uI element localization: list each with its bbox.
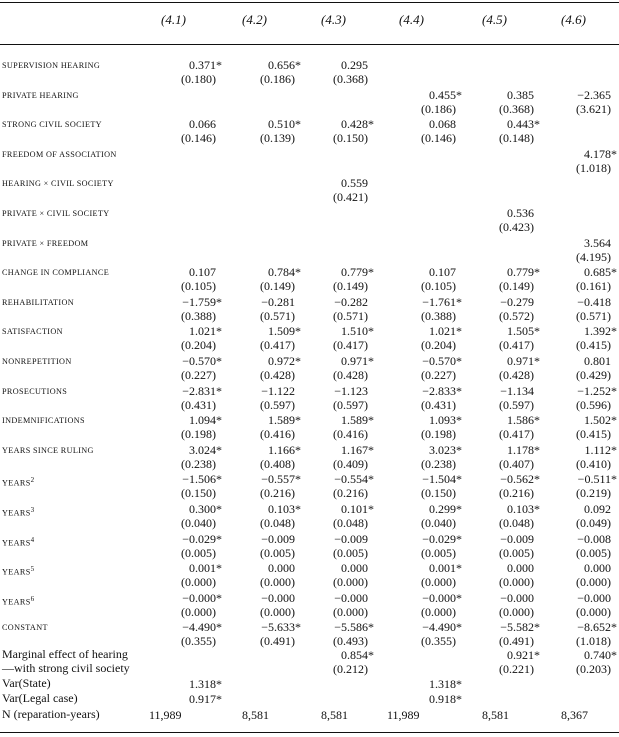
std-error-cell: (0.150) [333, 131, 368, 146]
var-legal-case-cell: 0.917* [189, 692, 222, 706]
row-label-exponent: 5 [30, 565, 35, 574]
std-error-cell: (0.417) [333, 338, 368, 353]
n-observations-cell: 8,367 [561, 708, 588, 722]
std-error-cell: (0.428) [499, 368, 534, 382]
n-observations-cell: 11,989 [387, 708, 420, 722]
coefficient-cell: −0.279 [500, 294, 534, 309]
std-error-cell: (0.204) [181, 338, 216, 353]
std-error-cell: (0.407) [499, 456, 534, 471]
std-error-cell: (3.621) [576, 101, 611, 116]
coefficient-cell: 0.092 [584, 502, 611, 516]
row-label-text: YEARS [2, 479, 31, 489]
coefficient-cell: −0.008 [577, 531, 611, 546]
std-error-cell: (0.000) [576, 575, 611, 590]
std-error-cell: (0.416) [333, 427, 368, 442]
coefficient-cell: 1.505* [507, 324, 540, 339]
header-rule [0, 44, 619, 45]
std-error-cell: (0.493) [333, 634, 368, 649]
std-error-cell: (0.368) [499, 101, 534, 116]
row-label-text: PROSECUTIONS [2, 386, 68, 396]
row-label-text: PRIVATE × CIVIL SOCIETY [2, 209, 110, 218]
row-label-text: STRONG CIVIL SOCIETY [2, 120, 102, 130]
std-error-cell: (0.571) [333, 308, 368, 323]
std-error-cell: (0.198) [181, 427, 216, 442]
row-label [2, 298, 74, 308]
std-error-cell: (0.417) [260, 338, 295, 353]
std-error-cell: (0.388) [181, 308, 216, 323]
std-error-cell: (0.491) [260, 634, 295, 649]
std-error-cell: (0.005) [576, 545, 611, 560]
coefficient-cell: −2.833* [422, 383, 462, 398]
var-legal-case-cell: 0.918* [429, 692, 462, 706]
marginal-std-error-cell: (0.203) [576, 662, 611, 676]
coefficient-cell: −0.281 [261, 294, 295, 309]
std-error-cell: (0.429) [576, 368, 611, 382]
coefficient-cell: −1.761* [422, 294, 462, 309]
coefficient-cell: 1.589* [341, 413, 374, 428]
row-label [2, 179, 114, 189]
coefficient-cell: −0.000* [422, 590, 462, 605]
row-label-text: INDEMNIFICATIONS [2, 416, 85, 426]
coefficient-cell: −4.490* [422, 620, 462, 635]
coefficient-cell: 0.972* [268, 354, 301, 368]
marginal-label-line2: —with strong civil society [2, 661, 130, 675]
row-label-text: YEARS [2, 567, 31, 577]
coefficient-cell: −0.000 [577, 590, 611, 605]
coefficient-cell: 0.000 [341, 561, 368, 576]
std-error-cell: (0.105) [421, 279, 456, 294]
marginal-coefficient-cell: 0.921* [507, 648, 540, 662]
coefficient-cell: −0.000* [182, 590, 222, 605]
coefficient-cell: 0.000 [507, 561, 534, 576]
coefficient-cell: −2.365 [577, 87, 611, 102]
std-error-cell: (0.204) [421, 338, 456, 353]
coefficient-cell: −0.000 [334, 590, 368, 605]
coefficient-cell: −0.282 [334, 294, 368, 309]
std-error-cell: (0.005) [333, 545, 368, 560]
std-error-cell: (0.428) [260, 368, 295, 382]
coefficient-cell: −0.557* [261, 472, 301, 487]
coefficient-cell: 0.101* [341, 502, 374, 516]
std-error-cell: (0.597) [333, 397, 368, 412]
row-label [2, 475, 34, 489]
coefficient-cell: 1.021* [189, 324, 222, 339]
coefficient-cell: 1.094* [189, 413, 222, 428]
marginal-coefficient-cell: 0.854* [341, 648, 374, 662]
row-label [2, 150, 117, 160]
std-error-cell: (0.431) [181, 397, 216, 412]
coefficient-cell: 1.509* [268, 324, 301, 339]
coefficient-cell: −0.000 [261, 590, 295, 605]
row-label [2, 623, 48, 633]
coefficient-cell: −5.633* [261, 620, 301, 635]
std-error-cell: (0.421) [333, 190, 368, 205]
var-legal-case-label: Var(Legal case) [2, 691, 78, 705]
std-error-cell: (0.227) [181, 368, 216, 382]
coefficient-cell: 0.300* [189, 502, 222, 516]
coefficient-cell: 0.971* [507, 354, 540, 368]
std-error-cell: (0.216) [333, 486, 368, 501]
std-error-cell: (1.018) [576, 634, 611, 649]
var-state-cell: 1.318* [189, 677, 222, 691]
coefficient-cell: −0.554* [334, 472, 374, 487]
coefficient-cell: 0.971* [341, 354, 374, 368]
coefficient-cell: 0.107 [429, 265, 456, 280]
std-error-cell: (0.416) [260, 427, 295, 442]
coefficient-cell: 0.371* [189, 58, 222, 72]
row-label-text: YEARS [2, 538, 31, 548]
coefficient-cell: 1.586* [507, 413, 540, 428]
std-error-cell: (0.005) [499, 545, 534, 560]
coefficient-cell: 1.589* [268, 413, 301, 428]
coefficient-cell: 0.103* [507, 502, 540, 516]
coefficient-cell: 0.103* [268, 502, 301, 516]
std-error-cell: (0.571) [576, 308, 611, 323]
row-label [2, 535, 34, 549]
std-error-cell: (0.149) [333, 279, 368, 294]
row-label-exponent: 4 [30, 535, 35, 544]
row-label-exponent: 2 [30, 476, 35, 485]
coefficient-cell: −0.000 [500, 590, 534, 605]
coefficient-cell: 1.112* [584, 442, 617, 457]
std-error-cell: (1.018) [576, 160, 611, 175]
std-error-cell: (0.146) [421, 131, 456, 146]
std-error-cell: (0.596) [576, 397, 611, 412]
coefficient-cell: −0.009 [334, 531, 368, 546]
marginal-label-line1: Marginal effect of hearing [2, 647, 128, 661]
std-error-cell: (0.417) [499, 338, 534, 353]
row-label-text: YEARS [2, 508, 31, 518]
coefficient-cell: 0.295 [341, 58, 368, 72]
row-label [2, 416, 85, 426]
coefficient-cell: 0.428* [341, 117, 374, 132]
std-error-cell: (0.198) [421, 427, 456, 442]
coefficient-cell: −5.586* [334, 620, 374, 635]
coefficient-cell: −1.504* [422, 472, 462, 487]
row-label-text: SUPERVISION HEARING [2, 61, 101, 70]
std-error-cell: (0.423) [499, 220, 534, 234]
std-error-cell: (0.149) [260, 279, 295, 294]
marginal-std-error-cell: (0.212) [333, 662, 368, 676]
row-label-exponent: 6 [30, 594, 35, 603]
coefficient-cell: 1.166* [268, 442, 301, 457]
row-label [2, 239, 88, 249]
row-label [2, 327, 63, 337]
std-error-cell: (0.000) [333, 604, 368, 619]
column-header: (4.4) [399, 12, 424, 27]
coefficient-cell: −0.029* [422, 531, 462, 546]
column-header: (4.1) [161, 12, 186, 27]
std-error-cell: (0.048) [260, 516, 295, 530]
coefficient-cell: −0.562* [500, 472, 540, 487]
std-error-cell: (0.572) [499, 308, 534, 323]
coefficient-cell: −0.511* [577, 472, 617, 487]
coefficient-cell: 4.178* [584, 146, 617, 161]
coefficient-cell: 0.001* [189, 561, 222, 576]
row-label-text: CONSTANT [2, 623, 48, 633]
coefficient-cell: 1.502* [584, 413, 617, 428]
row-label-text: SATISFACTION [2, 327, 63, 337]
row-label [2, 91, 79, 101]
std-error-cell: (0.105) [181, 279, 216, 294]
coefficient-cell: 1.021* [429, 324, 462, 339]
coefficient-cell: −1.759* [182, 294, 222, 309]
var-state-cell: 1.318* [429, 677, 462, 691]
coefficient-cell: −0.009 [500, 531, 534, 546]
row-label-text: YEARS SINCE RULING [2, 445, 94, 455]
std-error-cell: (0.000) [260, 604, 295, 619]
std-error-cell: (0.149) [499, 279, 534, 294]
coefficient-cell: 0.510* [268, 117, 301, 132]
coefficient-cell: 1.392* [584, 324, 617, 339]
std-error-cell: (0.139) [260, 131, 295, 146]
std-error-cell: (0.146) [181, 131, 216, 146]
coefficient-cell: −4.490* [182, 620, 222, 635]
std-error-cell: (0.410) [576, 456, 611, 471]
std-error-cell: (0.216) [499, 486, 534, 501]
row-label [2, 209, 110, 219]
coefficient-cell: 0.107 [189, 265, 216, 280]
std-error-cell: (4.195) [576, 249, 611, 264]
coefficient-cell: −0.009 [261, 531, 295, 546]
std-error-cell: (0.227) [421, 368, 456, 382]
std-error-cell: (0.040) [181, 516, 216, 530]
marginal-std-error-cell: (0.221) [499, 662, 534, 676]
std-error-cell: (0.186) [260, 72, 295, 86]
coefficient-cell: 1.093* [429, 413, 462, 428]
n-observations-cell: 8,581 [242, 708, 269, 722]
std-error-cell: (0.368) [333, 72, 368, 86]
std-error-cell: (0.597) [499, 397, 534, 412]
std-error-cell: (0.238) [421, 456, 456, 471]
std-error-cell: (0.040) [421, 516, 456, 530]
coefficient-cell: 0.000 [584, 561, 611, 576]
std-error-cell: (0.000) [421, 575, 456, 590]
std-error-cell: (0.000) [499, 575, 534, 590]
coefficient-cell: 0.685* [584, 265, 617, 280]
std-error-cell: (0.409) [333, 456, 368, 471]
std-error-cell: (0.597) [260, 397, 295, 412]
coefficient-cell: −8.652* [577, 620, 617, 635]
std-error-cell: (0.388) [421, 308, 456, 323]
std-error-cell: (0.417) [499, 427, 534, 442]
std-error-cell: (0.150) [421, 486, 456, 501]
row-label-text: CHANGE IN COMPLIANCE [2, 268, 110, 278]
coefficient-cell: 0.455* [429, 87, 462, 102]
coefficient-cell: 0.559 [341, 176, 368, 191]
std-error-cell: (0.355) [421, 634, 456, 649]
std-error-cell: (0.000) [576, 604, 611, 619]
coefficient-cell: 0.784* [268, 265, 301, 280]
coefficient-cell: 0.779* [341, 265, 374, 280]
std-error-cell: (0.000) [260, 575, 295, 590]
std-error-cell: (0.000) [181, 575, 216, 590]
coefficient-cell: 1.167* [341, 442, 374, 457]
coefficient-cell: 0.066 [189, 117, 216, 132]
coefficient-cell: −0.029* [182, 531, 222, 546]
coefficient-cell: −1.134 [500, 383, 534, 398]
std-error-cell: (0.000) [421, 604, 456, 619]
row-label [2, 357, 72, 367]
std-error-cell: (0.150) [181, 486, 216, 501]
std-error-cell: (0.415) [576, 427, 611, 442]
coefficient-cell: 0.801 [584, 354, 611, 368]
row-label-text: HEARING × CIVIL SOCIETY [2, 179, 114, 189]
coefficient-cell: 0.385 [507, 87, 534, 102]
coefficient-cell: 3.564 [584, 235, 611, 250]
n-observations-cell: 8,581 [321, 708, 348, 722]
var-state-label: Var(State) [2, 676, 51, 690]
coefficient-cell: −2.831* [182, 383, 222, 398]
std-error-cell: (0.000) [333, 575, 368, 590]
coefficient-cell: 3.024* [189, 442, 222, 457]
std-error-cell: (0.148) [499, 131, 534, 146]
coefficient-cell: −0.418 [577, 294, 611, 309]
row-label-text: NONREPETITION [2, 357, 72, 366]
std-error-cell: (0.048) [333, 516, 368, 530]
std-error-cell: (0.571) [260, 308, 295, 323]
coefficient-cell: −5.582* [500, 620, 540, 635]
coefficient-cell: 0.779* [507, 265, 540, 280]
row-label-exponent: 3 [30, 506, 35, 514]
coefficient-cell: 0.656* [268, 58, 301, 72]
row-label [2, 268, 109, 278]
row-label-text: YEARS [2, 597, 31, 607]
coefficient-cell: −0.570* [422, 354, 462, 368]
marginal-coefficient-cell: 0.740* [584, 648, 617, 662]
column-header: (4.2) [242, 12, 267, 27]
coefficient-cell: 0.000 [268, 561, 295, 576]
bottom-rule [0, 732, 619, 733]
std-error-cell: (0.048) [499, 516, 534, 530]
std-error-cell: (0.491) [499, 634, 534, 649]
std-error-cell: (0.216) [260, 486, 295, 501]
n-observations-label: N (reparation-years) [2, 707, 100, 721]
std-error-cell: (0.000) [499, 604, 534, 619]
std-error-cell: (0.428) [333, 368, 368, 382]
std-error-cell: (0.431) [421, 397, 456, 412]
row-label-text: FREEDOM OF ASSOCIATION [2, 149, 117, 159]
std-error-cell: (0.219) [576, 486, 611, 501]
std-error-cell: (0.049) [576, 516, 611, 530]
std-error-cell: (0.161) [576, 279, 611, 294]
coefficient-cell: 1.178* [507, 442, 540, 457]
std-error-cell: (0.355) [181, 634, 216, 649]
std-error-cell: (0.005) [421, 545, 456, 560]
std-error-cell: (0.005) [181, 545, 216, 560]
row-label [2, 387, 67, 397]
column-header: (4.3) [321, 12, 346, 27]
coefficient-cell: 1.510* [341, 324, 374, 339]
n-observations-cell: 8,581 [482, 708, 509, 722]
row-label [2, 505, 34, 519]
std-error-cell: (0.000) [181, 604, 216, 619]
coefficient-cell: −1.252* [577, 383, 617, 398]
row-label [2, 120, 102, 130]
std-error-cell: (0.180) [181, 72, 216, 86]
coefficient-cell: 0.443* [507, 117, 540, 132]
row-label [2, 594, 34, 608]
n-observations-cell: 11,989 [149, 708, 182, 722]
coefficient-cell: −1.506* [182, 472, 222, 487]
coefficient-cell: 0.001* [429, 561, 462, 576]
top-rule [0, 2, 619, 3]
row-label-text: PRIVATE × FREEDOM [2, 238, 89, 248]
row-label [2, 564, 34, 578]
row-label-text: PRIVATE HEARING [2, 90, 79, 100]
coefficient-cell: 3.023* [429, 442, 462, 457]
coefficient-cell: −1.122 [261, 383, 295, 398]
coefficient-cell: −1.123 [334, 383, 368, 398]
coefficient-cell: 0.299* [429, 502, 462, 516]
std-error-cell: (0.238) [181, 456, 216, 471]
std-error-cell: (0.005) [260, 545, 295, 560]
column-header: (4.6) [561, 12, 586, 27]
coefficient-cell: 0.536 [507, 206, 534, 220]
row-label [2, 446, 94, 456]
column-header: (4.5) [482, 12, 507, 27]
row-label-text: REHABILITATION [2, 297, 75, 307]
coefficient-cell: 0.068 [429, 117, 456, 132]
row-label [2, 61, 100, 71]
std-error-cell: (0.415) [576, 338, 611, 353]
coefficient-cell: −0.570* [182, 354, 222, 368]
std-error-cell: (0.408) [260, 456, 295, 471]
std-error-cell: (0.186) [421, 101, 456, 116]
